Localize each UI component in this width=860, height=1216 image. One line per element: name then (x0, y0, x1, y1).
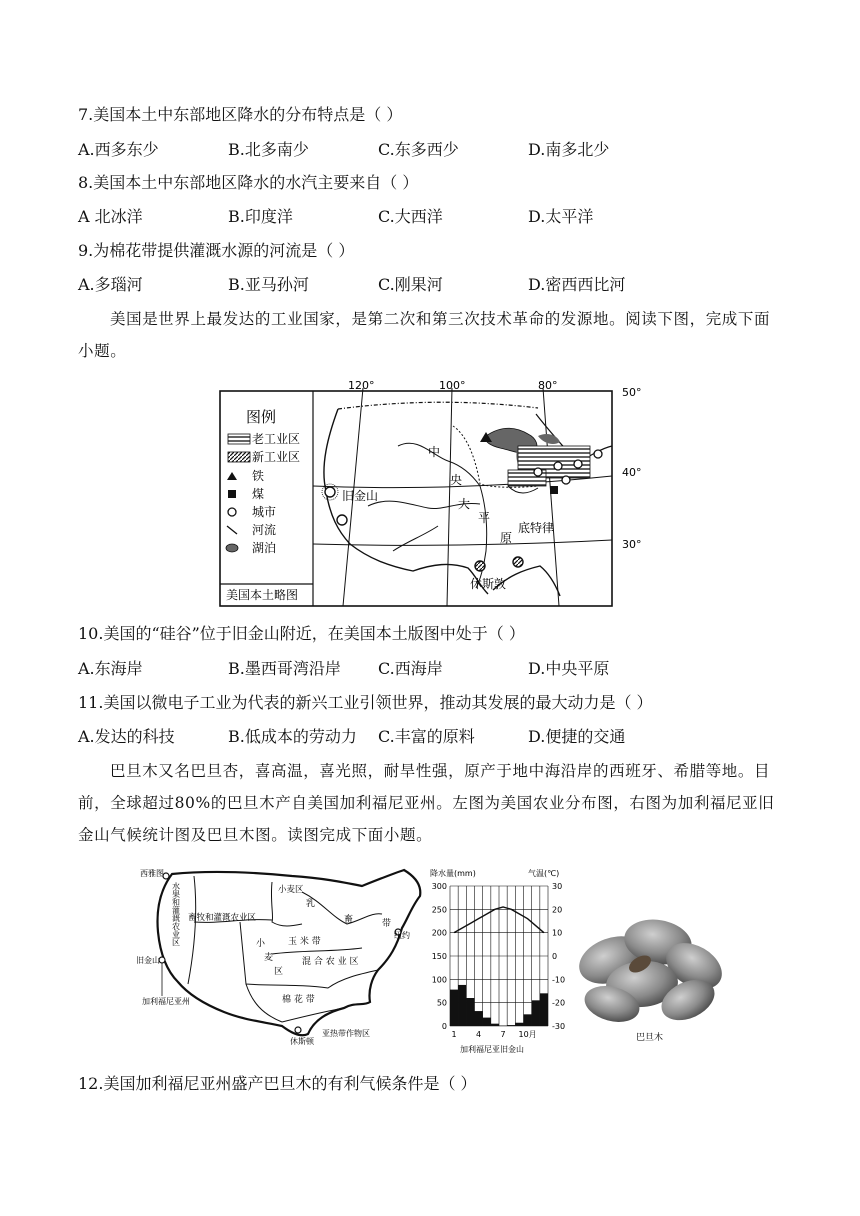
almond-illustration (572, 900, 732, 1050)
legend-lake: 湖泊 (252, 541, 277, 555)
legend-coal: 煤 (252, 487, 265, 501)
legend-title: 图例 (246, 408, 277, 426)
q7-option-d: D.南多北少 (528, 140, 610, 159)
coal-icon (228, 490, 236, 498)
question-8: 8.美国本土中东部地区降水的水汽主要来自（ ） (78, 173, 419, 192)
precip-bar (458, 985, 466, 1026)
wheat-belt-label: 小麦区 (278, 885, 304, 895)
q7-option-c: C.东多西少 (378, 140, 459, 159)
sf-label-map2: 旧金山 (136, 956, 160, 965)
legend-iron: 铁 (252, 469, 265, 483)
legend-city: 城市 (252, 505, 277, 519)
legend-old-industry: 老工业区 (252, 432, 301, 446)
q9-option-a: A.多瑙河 (78, 275, 143, 294)
q8-option-a: A 北冰洋 (78, 207, 143, 226)
precip-tick-label: 50 (436, 998, 447, 1008)
passage-almond: 巴旦木又名巴旦杏，喜高温，喜光照，耐旱性强，原产于地中海沿岸的西班牙、希腊等地。目前，全球超过80%的巴旦木产自美国加利福尼亚州。左图为美国农业分布图，右图为加利福尼亚旧金山气候统计图及巴旦木图。读图完成下面小题。 (78, 762, 775, 844)
precip-tick-label: 200 (431, 928, 447, 938)
month-axis (452, 1030, 537, 1039)
ranch-region-label: 畜牧和灌溉农业区 (188, 913, 257, 923)
month-tick-label: 1 (451, 1030, 457, 1039)
corn-belt-label: 玉 米 带 (288, 937, 321, 947)
climate-chart-caption: 加利福尼亚旧金山 (460, 1045, 524, 1054)
new-industry-swatch (228, 452, 250, 462)
precip-tick-label: 250 (431, 905, 447, 915)
temp-tick-label: 0 (552, 952, 558, 961)
seattle-label: 西雅图 (140, 869, 164, 878)
q7-option-a: A.西多东少 (78, 140, 159, 159)
q9-option-d: D.密西西比河 (528, 275, 626, 294)
precip-bar (540, 993, 548, 1026)
plain-char-yuan: 原 (500, 531, 513, 545)
latitude-30-label: 30° (622, 538, 642, 551)
old-industry-swatch (228, 434, 250, 444)
dairy-char-ru: 乳 (306, 899, 316, 909)
temp-tick-label: -10 (552, 975, 566, 985)
precip-bar (524, 1014, 532, 1026)
city-icon (228, 508, 236, 516)
plain-char-zhong: 中 (428, 445, 441, 459)
q10-option-c: C.西海岸 (378, 659, 443, 678)
longitude-120-label: 120° (348, 379, 375, 392)
spring-wheat-char-qu: 区 (274, 967, 284, 977)
month-tick-label: 10月 (518, 1030, 537, 1039)
passage-industry: 美国是世界上最发达的工业国家，是第二次和第三次技术革命的发源地。阅读下图，完成下面小题。 (78, 310, 771, 360)
precip-axis-title: 降水量(mm) (430, 869, 476, 878)
q11-option-a: A.发达的科技 (78, 727, 175, 746)
question-12: 12.美国加利福尼亚州盛产巴旦木的有利气候条件是（ ） (78, 1074, 477, 1093)
month-tick-label: 7 (500, 1030, 506, 1039)
almond-caption: 巴旦木 (636, 1033, 664, 1043)
plain-char-yang: 央 (450, 473, 463, 487)
us-agriculture-map (132, 862, 432, 1058)
newyork-label: 纽约 (394, 931, 410, 940)
temp-tick-label: 30 (552, 882, 563, 891)
q11-option-c: C.丰富的原料 (378, 727, 475, 746)
temp-tick-label: 10 (552, 928, 563, 938)
us-industry-map (218, 376, 648, 608)
q11-option-d: D.便捷的交通 (528, 727, 626, 746)
q11-option-b: B.低成本的劳动力 (228, 727, 357, 746)
longitude-80-label: 80° (538, 379, 558, 392)
temp-tick-label: -30 (552, 1022, 566, 1031)
precip-bar (491, 1024, 499, 1026)
temp-tick-label: 20 (552, 905, 563, 915)
q9-option-c: C.刚果河 (378, 275, 443, 294)
question-7: 7.美国本土中东部地区降水的分布特点是（ ） (78, 105, 403, 124)
precip-tick-label: 100 (431, 975, 447, 985)
q10-option-b: B.墨西哥湾沿岸 (228, 659, 341, 678)
mixed-farming-label: 混 合 农 业 区 (302, 957, 359, 967)
precip-bar (475, 1011, 483, 1026)
precip-tick-label: 300 (431, 882, 447, 891)
detroit-label: 底特律 (518, 521, 555, 535)
month-tick-label: 4 (476, 1030, 482, 1039)
dairy-char-xu: 畜 (344, 915, 354, 925)
precip-axis (432, 882, 447, 1031)
precip-bar (515, 1023, 523, 1026)
temp-axis (552, 882, 565, 1031)
plain-char-ping: 平 (478, 511, 491, 525)
houston-label-map2: 休斯顿 (290, 1037, 314, 1046)
sf-label: 旧金山 (342, 489, 379, 503)
sf-climate-chart (420, 866, 580, 1056)
coal-marker (550, 486, 558, 494)
plain-char-da: 大 (458, 497, 471, 511)
spring-wheat-char-mai: 麦 (264, 953, 274, 963)
houston-label: 休斯敦 (470, 577, 507, 591)
q10-option-a: A.东海岸 (78, 659, 143, 678)
question-9: 9.为棉花带提供灌溉水源的河流是（ ） (78, 241, 355, 260)
q8-option-d: D.太平洋 (528, 207, 594, 226)
temp-axis-title: 气温(℃) (528, 869, 560, 878)
precip-bar (483, 1018, 491, 1026)
precip-bar (507, 1025, 515, 1026)
question-10: 10.美国的“硅谷”位于旧金山附近，在美国本土版图中处于（ ） (78, 624, 525, 643)
q10-option-d: D.中央平原 (528, 659, 610, 678)
map1-caption: 美国本土略图 (226, 588, 299, 602)
q7-option-b: B.北多南少 (228, 140, 309, 159)
q8-option-c: C.大西洋 (378, 207, 443, 226)
precip-bar (532, 1000, 540, 1026)
dairy-char-dai: 带 (382, 919, 392, 929)
latitude-50-label: 50° (622, 386, 642, 399)
subtropical-region-label: 亚热带作物区 (322, 1029, 370, 1038)
precip-bar (450, 990, 458, 1026)
temp-tick-label: -20 (552, 998, 566, 1008)
q9-option-b: B.亚马孙河 (228, 275, 309, 294)
fruit-region-label: 水果和灌溉农业区 (171, 882, 181, 946)
lake-icon (226, 544, 238, 552)
climate-plot-area (450, 886, 548, 1026)
california-label: 加利福尼亚州 (142, 997, 190, 1006)
legend-river: 河流 (252, 523, 277, 537)
cotton-belt-label: 棉 花 带 (282, 995, 315, 1005)
q8-option-b: B.印度洋 (228, 207, 293, 226)
legend-new-industry: 新工业区 (252, 450, 301, 464)
precip-tick-label: 150 (431, 952, 447, 961)
precip-tick-label: 0 (441, 1022, 447, 1031)
longitude-100-label: 100° (439, 379, 466, 392)
question-11: 11.美国以微电子工业为代表的新兴工业引领世界，推动其发展的最大动力是（ ） (78, 693, 653, 712)
precip-bar (466, 998, 474, 1026)
spring-wheat-char-xiao: 小 (256, 939, 266, 949)
latitude-40-label: 40° (622, 466, 642, 479)
